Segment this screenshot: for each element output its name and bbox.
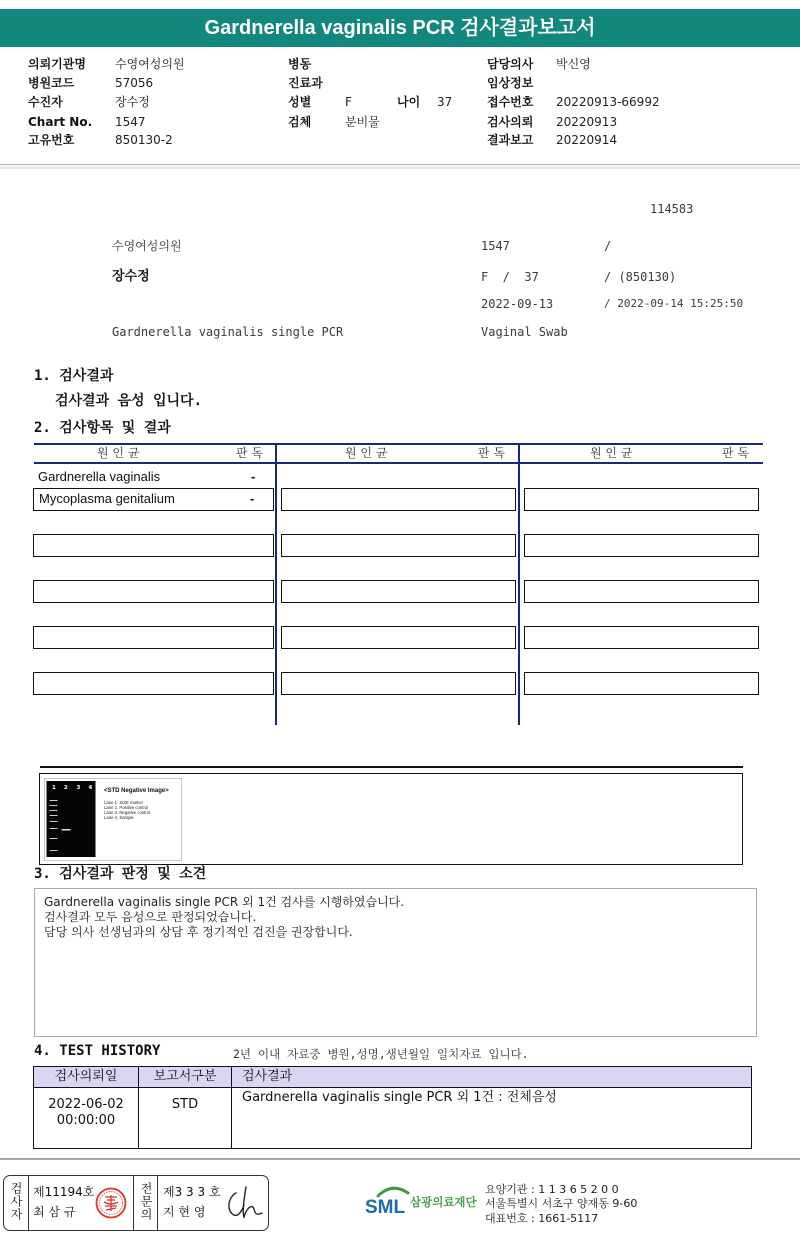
summary-specimen: Vaginal Swab: [481, 325, 568, 339]
history-request-cell: [34, 1088, 139, 1149]
request-date-value: 20220913: [556, 115, 618, 129]
result-box-empty: [281, 488, 516, 511]
unique-no-value: 850130-2: [115, 133, 173, 147]
result-box-empty: [33, 626, 274, 649]
history-note: 2년 이내 자료중 병원,성명,생년월일 일치자료 입니다.: [233, 1047, 529, 1061]
history-result-value: Gardnerella vaginalis single PCR 외 1건 : 전체음성: [242, 1090, 557, 1105]
report-title: Gardnerella vaginalis PCR 검사결과보고서: [204, 17, 596, 39]
inspector-name: 최 삼 규: [33, 1205, 76, 1219]
result-box-empty: [281, 580, 516, 603]
result-box: [33, 488, 274, 511]
history-report-type: [139, 1088, 232, 1149]
result-box-empty: [524, 488, 759, 511]
doctor-label: 담당의사: [487, 57, 534, 71]
result-box-empty: [524, 672, 759, 695]
section2-title: 2. 검사항목 및 결과: [34, 420, 171, 436]
seal-stamp-icon: [95, 1187, 127, 1219]
ward-label: 병동: [288, 57, 312, 71]
gel-image-thumbnail: [44, 778, 182, 861]
image-section-rule: [40, 766, 743, 768]
sml-logo: [364, 1183, 410, 1219]
hospital-code-label: 병원코드: [28, 76, 75, 90]
signature: [222, 1183, 266, 1223]
address: 서울특별시 서초구 양재동 9-60: [485, 1197, 638, 1210]
history-report-type-value: STD: [171, 1097, 199, 1112]
hospital-name-label: 의뢰기관명: [28, 57, 86, 71]
patient-value: 장수정: [115, 95, 150, 109]
footer-divider: [0, 1158, 800, 1160]
column-header-reading: 판 독: [478, 446, 505, 460]
gel-legend-item: Lane 4. Sample: [104, 815, 134, 820]
summary-birth: / (850130): [604, 270, 677, 284]
history-col-result: 검사결과: [232, 1067, 752, 1088]
gel-legend-item: Lane 2. Positive control: [104, 805, 149, 810]
section4-title: 4. TEST HISTORY: [34, 1043, 161, 1059]
doctor-value: 박신영: [556, 57, 591, 71]
results-table-column-divider: [275, 443, 277, 725]
result-box-empty: [281, 534, 516, 557]
result-organism: Mycoplasma genitalium: [39, 491, 175, 506]
summary-report-datetime: / 2022-09-14 15:25:50: [604, 297, 744, 310]
sml-logo-mark: SML: [365, 1197, 406, 1218]
summary-hospital: 수영여성의원: [112, 239, 182, 253]
summary-patient-name: 장수정: [112, 269, 150, 284]
summary-sex-age: F / 37: [481, 270, 539, 284]
result-box-empty: [33, 534, 274, 557]
chart-no-label: Chart No.: [28, 115, 93, 129]
history-result: [232, 1088, 752, 1149]
result-reading: -: [251, 469, 256, 484]
specialist-role: 전문의: [139, 1182, 153, 1221]
results-table-header-rule: [34, 462, 763, 464]
result-box-empty: [33, 672, 274, 695]
history-header-row: [34, 1067, 752, 1088]
section3-title: 3. 검사결과 판정 및 소견: [34, 866, 207, 882]
organization-name: 삼광의료재단: [410, 1195, 477, 1209]
summary-chart-separator: /: [604, 239, 612, 253]
department-label: 진료과: [288, 76, 323, 90]
section1-result: 검사결과 음성 입니다.: [55, 393, 203, 409]
gel-image: [45, 779, 181, 860]
result-box-empty: [524, 580, 759, 603]
history-col-report-type: 보고서구분: [139, 1067, 232, 1088]
column-header-organism: 원 인 균: [345, 446, 388, 460]
history-request-date: 2022-06-02: [48, 1097, 124, 1112]
signature-box-divider: [28, 1175, 29, 1231]
opinion-line: Gardnerella vaginalis single PCR 외 1건 검사를 시행하였습니다.: [44, 895, 405, 909]
report-serial: 114583: [650, 202, 694, 216]
result-box-empty: [524, 626, 759, 649]
signature-box-divider: [157, 1175, 158, 1231]
table-row: [34, 1088, 752, 1149]
result-box-empty: [524, 534, 759, 557]
summary-chart-no: 1547: [481, 239, 510, 253]
header-divider: [0, 164, 800, 165]
column-header-reading: 판 독: [722, 446, 749, 460]
summary-received-date: 2022-09-13: [481, 297, 554, 311]
history-col-request-date: 검사의뢰일: [34, 1067, 139, 1088]
signature-box-divider: [133, 1175, 134, 1231]
phone-number: 대표번호 : 1661-5117: [485, 1212, 599, 1225]
results-table-column-divider: [518, 443, 520, 725]
hospital-name-value: 수영여성의원: [115, 57, 185, 71]
opinion-line: 검사결과 모두 음성으로 판정되었습니다.: [44, 910, 257, 924]
summary-test-name: Gardnerella vaginalis single PCR: [112, 325, 344, 339]
sex-value: F: [345, 95, 352, 109]
chart-no-value: 1547: [115, 115, 146, 129]
opinion-box: [34, 888, 757, 1037]
lane-number: 3: [76, 785, 81, 791]
opinion-line: 담당 의사 선생님과의 상담 후 정기적인 검진을 권장합니다.: [44, 925, 353, 939]
gel-image-title: <STD Negative Image>: [104, 788, 169, 794]
positive-control-band: [62, 829, 71, 831]
receipt-no-value: 20220913-66992: [556, 95, 660, 109]
lane-number: 4: [88, 785, 93, 791]
result-box-empty: [281, 626, 516, 649]
history-request-time: 00:00:00: [56, 1113, 116, 1128]
report-title-bar: [0, 9, 800, 47]
specialist-name: 지 현 영: [163, 1205, 206, 1219]
result-box-empty: [281, 672, 516, 695]
sex-label: 성별: [288, 95, 312, 109]
report-date-value: 20220914: [556, 133, 618, 147]
inspector-license: 제11194호: [33, 1185, 95, 1199]
gel-panel: [47, 781, 96, 857]
column-header-organism: 원 인 균: [590, 446, 633, 460]
section1-title: 1. 검사결과: [34, 368, 114, 384]
result-box-empty: [33, 580, 274, 603]
institution-code: 요양기관 : 1 1 3 6 5 2 0 0: [485, 1183, 619, 1196]
hospital-code-value: 57056: [115, 76, 154, 90]
patient-label: 수진자: [28, 95, 63, 109]
clinical-info-label: 임상정보: [487, 76, 534, 90]
specimen-value: 분비물: [345, 115, 380, 129]
specialist-license: 제3 3 3 호: [163, 1185, 221, 1199]
column-header-reading: 판 독: [236, 446, 263, 460]
result-reading: -: [250, 491, 255, 506]
column-header-organism: 원 인 균: [97, 446, 140, 460]
gel-legend-item: Lane 3. Negative control: [104, 810, 151, 815]
unique-no-label: 고유번호: [28, 133, 75, 147]
header-divider-shadow: [0, 166, 800, 169]
result-organism: Gardnerella vaginalis: [38, 469, 161, 484]
results-table-top-rule: [34, 443, 763, 445]
lane-number: 2: [64, 785, 68, 791]
request-date-label: 검사의뢰: [487, 115, 534, 129]
age-value: 37: [437, 95, 453, 109]
inspector-role: 검사자: [9, 1182, 23, 1221]
receipt-no-label: 접수번호: [487, 95, 534, 109]
lane-number: 1: [52, 785, 56, 791]
specimen-label: 검체: [288, 115, 312, 129]
age-label: 나이: [397, 95, 421, 109]
gel-legend-item: Lane 1. SIZE marker: [104, 800, 144, 805]
test-history-table: [33, 1066, 752, 1149]
report-date-label: 결과보고: [487, 133, 534, 147]
